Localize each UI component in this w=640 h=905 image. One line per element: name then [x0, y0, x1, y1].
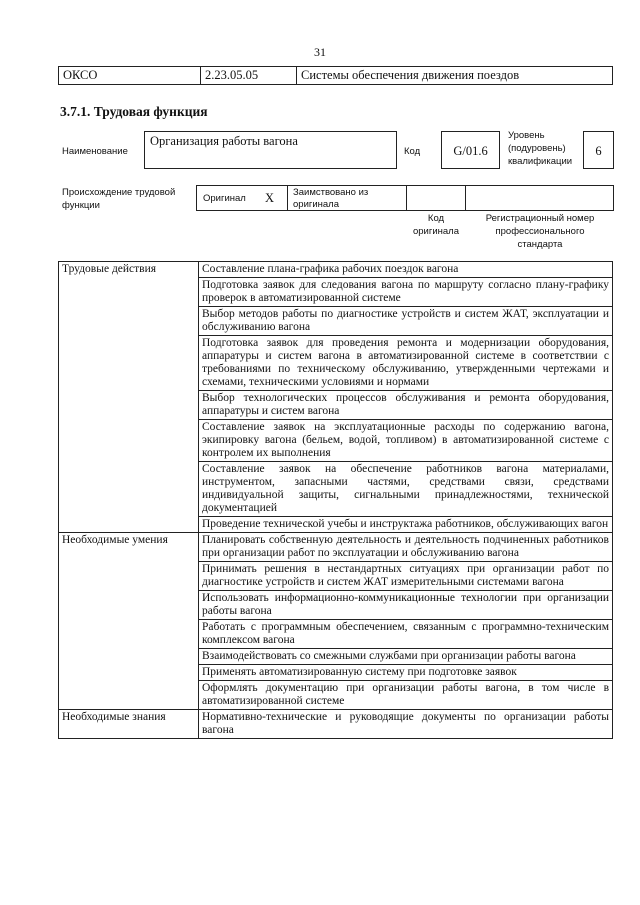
naimenovanie-label: Наименование — [62, 146, 128, 157]
reg-nomer-label: Регистрационный номер профессионального стандарта — [485, 213, 595, 250]
original-cell — [196, 185, 288, 211]
item-cell: Подготовка заявок для следования вагона по маршруту согласно плану-графику проверок в автоматизированной системе — [199, 278, 613, 307]
item-cell: Нормативно-технические и руководящие документы по организации работы вагона — [199, 710, 613, 739]
uroven-label: Уровень (подуровень) квалификации — [508, 130, 573, 167]
proiskhozhdenie-label: Происхождение трудовой функции — [62, 187, 176, 211]
item-cell: Выбор технологических процессов обслуживания и ремонта оборудования, аппаратуры и систем вагона — [199, 391, 613, 420]
item-cell: Работать с программным обеспечением, связанным с программно-техническим комплексом вагона — [199, 620, 613, 649]
category-cell: Необходимые умения — [59, 533, 199, 710]
item-cell: Проведение технической учебы и инструктажа работников, обслуживающих вагон — [199, 517, 613, 533]
table-row — [59, 710, 613, 739]
item-cell: Оформлять документацию при организации работы вагона, в том числе в автоматизированной системе — [199, 681, 613, 710]
item-cell: Принимать решения в нестандартных ситуациях при организации работ по диагностике устройств и систем ЖАТ измерительными системами вагона — [199, 562, 613, 591]
item-cell: Составление заявок на эксплуатационные расходы по содержанию вагона, экипировку вагона (бельем, водой, топливом) в автоматизированной системе с контролем их выполнения — [199, 420, 613, 462]
item-cell: Использовать информационно-коммуникационные технологии при организации работы вагона — [199, 591, 613, 620]
table-row — [59, 262, 613, 278]
naimenovanie-value: Организация работы вагона — [144, 131, 397, 169]
category-cell: Необходимые знания — [59, 710, 199, 739]
section-title: 3.7.1. Трудовая функция — [60, 104, 208, 119]
item-cell: Взаимодействовать со смежными службами при организации работы вагона — [199, 649, 613, 665]
item-cell: Выбор методов работы по диагностике устройств и систем ЖАТ, эксплуатации и обслуживанию вагона — [199, 307, 613, 336]
okso-name: Системы обеспечения движения поездов — [297, 67, 613, 85]
item-cell: Подготовка заявок для проведения ремонта и модернизации оборудования, аппаратуры и систем вагона в автоматизированной системе в соответствии с требованиями по техническому обслуживанию, утвержденными чертежами и схемами, техническими условиями и нормами — [199, 336, 613, 391]
kod-originala-label: Код оригинала — [412, 213, 459, 237]
original-label: Оригинал — [203, 193, 246, 204]
okso-table — [58, 66, 613, 85]
kod-originala-cell — [406, 185, 466, 211]
table-row — [59, 533, 613, 562]
item-cell: Составление плана-графика рабочих поездок вагона — [199, 262, 613, 278]
kod-value: G/01.6 — [441, 131, 500, 169]
uroven-value: 6 — [583, 131, 614, 169]
okso-code: 2.23.05.05 — [201, 67, 297, 85]
item-cell: Составление заявок на обеспечение работников вагона материалами, инструментом, запасными частями, средствами связи, средствами индивидуальной защиты, сигнальными принадлежностями, технической документацией — [199, 462, 613, 517]
category-cell: Трудовые действия — [59, 262, 199, 533]
okso-label: ОКСО — [59, 67, 201, 85]
zaimstvovano-cell: Заимствовано из оригинала — [287, 185, 407, 211]
item-cell: Применять автоматизированную систему при подготовке заявок — [199, 665, 613, 681]
kod-label: Код — [404, 146, 421, 157]
reg-nomer-cell — [465, 185, 614, 211]
original-mark: X — [265, 191, 275, 205]
labor-function-table — [58, 261, 613, 739]
page-number: 31 — [314, 45, 326, 59]
item-cell: Планировать собственную деятельность и деятельность подчиненных работников при организации работ по эксплуатации и обслуживанию вагона — [199, 533, 613, 562]
